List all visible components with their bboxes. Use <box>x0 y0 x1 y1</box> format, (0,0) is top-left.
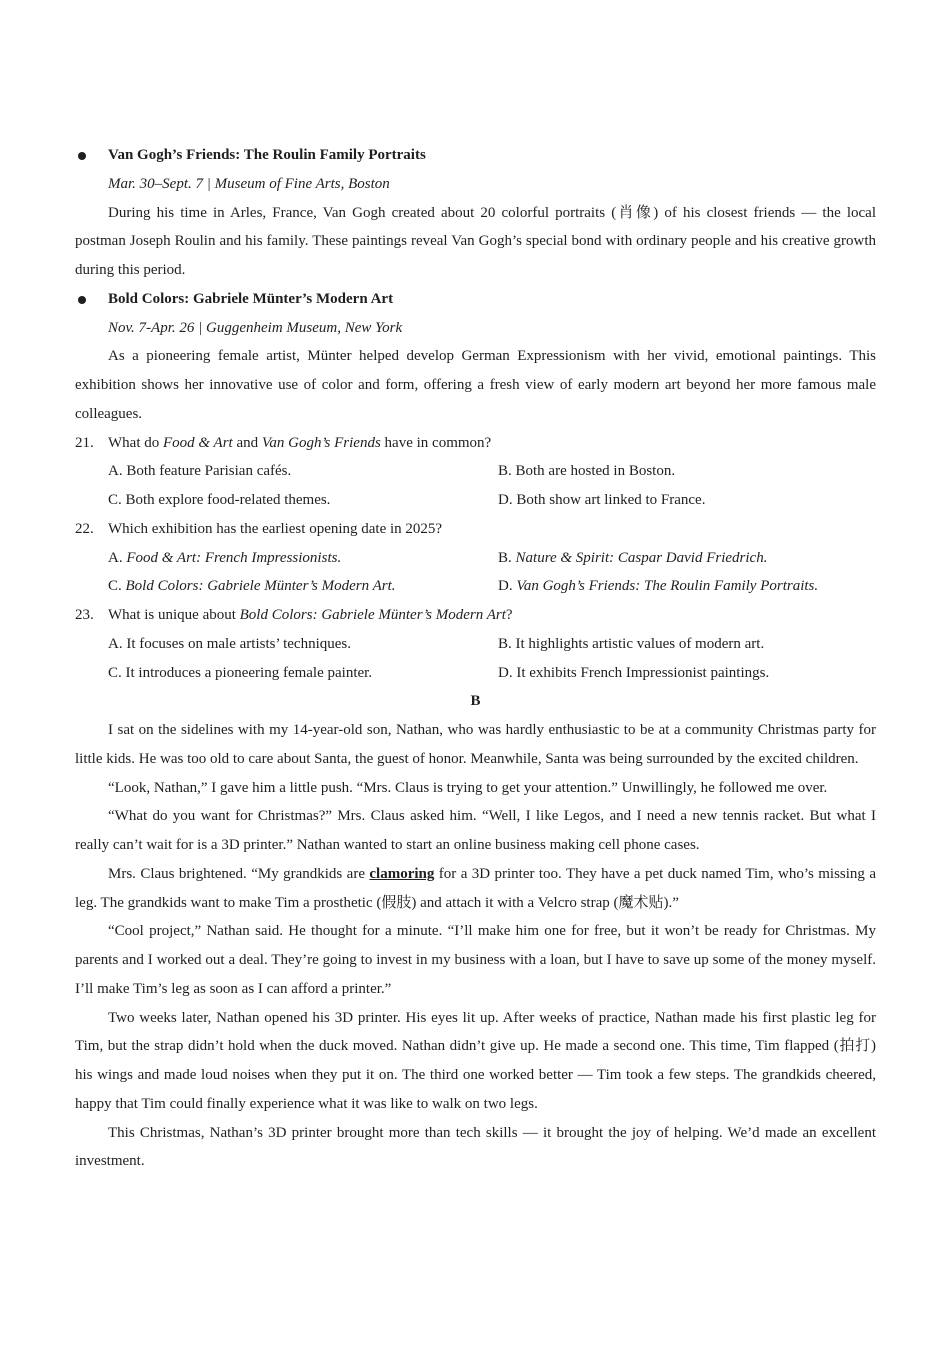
option-a: A. It focuses on male artists’ techniques. <box>108 635 351 652</box>
options <box>75 457 876 515</box>
exhibition-title <box>75 141 876 170</box>
option-c <box>108 572 498 601</box>
stem: What do <box>108 434 163 451</box>
option-letter: A. <box>108 549 127 566</box>
passage-paragraph: “Cool project,” Nathan said. He thought for a minute. “I’ll make him one for free, but it won’t be ready for Christmas. My parents and I worked out a deal. They’re going to invest in my business with a loan, but I have to save up some of the money myself. I’ll make Tim’s leg as soon as I can afford a printer.” <box>75 923 876 997</box>
question-number: 22. <box>75 520 94 537</box>
option-letter: D. <box>498 578 517 595</box>
option-letter: B. <box>498 549 516 566</box>
option-b <box>498 544 876 573</box>
option-b: B. Both are hosted in Boston. <box>498 463 676 480</box>
vocab-word: clamoring <box>369 865 435 882</box>
passage-paragraph: Two weeks later, Nathan opened his 3D printer. His eyes lit up. After weeks of practice, Nathan made his first plastic leg for Tim, but the strap didn’t hold when the duck moved. Nathan didn’t give up. He made a second one. This time, Tim flapped (拍打) his wings and made loud noises when they put it on. The third one worked better — Tim took a few steps. The grandkids cheered, happy that Tim could finally experience what it was like to walk on two legs. <box>75 1009 876 1112</box>
passage-paragraph: “Look, Nathan,” I gave him a little push. “Mrs. Claus is trying to get your attention.” Unwillingly, he followed me over. <box>108 779 828 796</box>
exhibition-description: During his time in Arles, France, Van Gogh created about 20 colorful portraits (肖像) of his closest friends — the local postman Joseph Roulin and his family. These paintings reveal Van Gogh’s special bond with ordinary people and his creative growth during this period. <box>75 204 876 278</box>
exhibition-description: As a pioneering female artist, Münter helped develop German Expressionism with her vivid, emotional paintings. This exhibition shows her innovative use of color and form, offering a fresh view of early modern art beyond her more famous male colleagues. <box>75 348 876 422</box>
stem: ? <box>505 607 513 623</box>
title-text: Van Gogh’s Friends: The Roulin Family Portraits <box>108 147 426 163</box>
option-d: D. It exhibits French Impressionist paintings. <box>498 664 770 681</box>
question-21 <box>75 429 876 458</box>
option-text: Food & Art: French Impressionists. <box>126 549 342 566</box>
option-d: D. Both show art linked to France. <box>498 492 706 508</box>
option-d <box>498 572 876 601</box>
options <box>75 544 876 602</box>
passage-paragraph: This Christmas, Nathan’s 3D printer brought more than tech skills — it brought the joy of helping. We’d made an excellent investment. <box>75 1124 876 1170</box>
passage-paragraph: I sat on the sidelines with my 14-year-old son, Nathan, who was hardly enthusiastic to be at a community Christmas party for little kids. He was too old to care about Santa, the guest of honor. Meanwhile, Santa was being surrounded by the excited children. <box>75 722 876 767</box>
stem: and <box>232 434 262 451</box>
option-text: Van Gogh’s Friends: The Roulin Family Portraits. <box>516 578 819 595</box>
question-23 <box>75 601 876 630</box>
stem: Which exhibition has the earliest opening date in 2025? <box>108 520 443 537</box>
stem-title: Bold Colors: Gabriele Münter’s Modern Art <box>239 607 506 623</box>
title-text: Bold Colors: Gabriele Münter’s Modern Art <box>108 290 394 307</box>
bullet-icon <box>78 152 86 160</box>
option-c: C. It introduces a pioneering female painter. <box>108 664 373 681</box>
passage-paragraph <box>75 860 876 918</box>
option-b: B. It highlights artistic values of modern art. <box>498 635 765 652</box>
stem: have in common? <box>380 434 492 451</box>
option-text: Nature & Spirit: Caspar David Friedrich. <box>515 549 768 566</box>
option-a: A. Both feature Parisian cafés. <box>108 463 292 480</box>
exam-page <box>75 141 876 1176</box>
option-c: C. Both explore food-related themes. <box>108 492 331 508</box>
text: for a 3D printer too. They have a pet duck named Tim, who’s missing a leg. The grandkids want to make Tim a prosthetic (假肢) and attach it with a Velcro strap (魔术贴).” <box>75 865 876 911</box>
passage-paragraph: “What do you want for Christmas?” Mrs. Claus asked him. “Well, I like Legos, and I need a new tennis racket. But what I really can’t wait for is a 3D printer.” Nathan wanted to start an online business making cell phone cases. <box>75 808 876 853</box>
question-number: 23. <box>75 607 94 623</box>
exhibition-title <box>75 285 876 314</box>
option-text: Bold Colors: Gabriele Münter’s Modern Art. <box>125 578 396 595</box>
options <box>75 630 876 688</box>
option-a <box>108 544 498 573</box>
section-heading: B <box>470 693 481 710</box>
option-letter: C. <box>108 578 126 595</box>
stem-title: Food & Art <box>162 434 233 451</box>
question-number: 21. <box>75 434 94 451</box>
exhibition-date: Mar. 30–Sept. 7 | Museum of Fine Arts, Boston <box>108 175 390 192</box>
exhibition-date: Nov. 7-Apr. 26 | Guggenheim Museum, New York <box>108 319 403 336</box>
question-22 <box>75 515 876 544</box>
bullet-icon <box>78 296 86 304</box>
stem-title: Van Gogh’s Friends <box>261 434 381 451</box>
text: Mrs. Claus brightened. “My grandkids are <box>108 865 370 882</box>
stem: What is unique about <box>108 607 240 623</box>
